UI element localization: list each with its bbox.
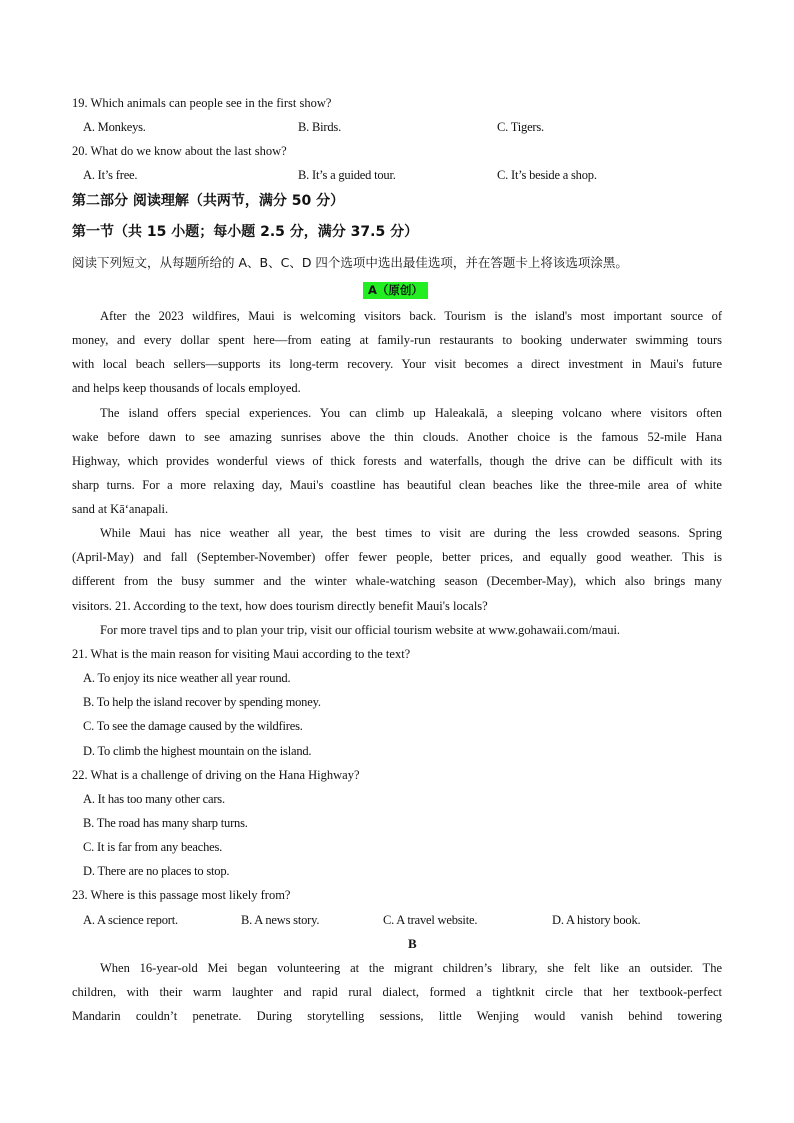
q19-option-a: A. Monkeys.	[83, 120, 146, 134]
q23-option-c: C. A travel website.	[383, 913, 478, 927]
passage-a-line: After the 2023 wildfires, Maui is welcoming visitors back. Tourism is the island's most important source of	[100, 309, 722, 323]
q21-option-d: D. To climb the highest mountain on the island.	[83, 744, 312, 758]
passage-a-line: different from the busy summer and the winter whale-watching season (December-May), which also brings many	[72, 574, 722, 588]
passage-a-line: (April-May) and fall (September-November) offer fewer people, better prices, and equally good weather. This is	[72, 550, 722, 564]
q22-option-d: D. There are no places to stop.	[83, 864, 230, 878]
q22-option-a: A. It has too many other cars.	[83, 792, 225, 806]
question-20: 20. What do we know about the last show?	[72, 144, 287, 158]
passage-a-line: For more travel tips and to plan your trip, visit our official tourism website at www.gohawaii.com/maui.	[100, 623, 621, 637]
q23-option-d: D. A history book.	[552, 913, 641, 927]
q20-option-b: B. It’s a guided tour.	[298, 168, 396, 182]
q21-option-a: A. To enjoy its nice weather all year round.	[83, 671, 291, 685]
question-23: 23. Where is this passage most likely from?	[72, 888, 291, 902]
q19-option-b: B. Birds.	[298, 120, 341, 134]
passage-a-line: visitors. 21. According to the text, how does tourism directly benefit Maui's locals?	[72, 599, 488, 613]
passage-b-line: children, with their warm laughter and rapid rural dialect, formed a tightknit circle that her textbook-perfect	[72, 985, 722, 999]
q22-option-c: C. It is far from any beaches.	[83, 840, 223, 854]
passage-a-line: While Maui has nice weather all year, the best times to visit are during the less crowded seasons. Spring	[100, 526, 722, 540]
q23-option-a: A. A science report.	[83, 913, 178, 927]
question-19: 19. Which animals can people see in the first show?	[72, 96, 332, 110]
question-22: 22. What is a challenge of driving on the Hana Highway?	[72, 768, 360, 782]
passage-a-line: The island offers special experiences. You can climb up Haleakalā, a sleeping volcano where visitors often	[100, 406, 722, 420]
q19-option-c: C. Tigers.	[497, 120, 544, 134]
q21-option-c: C. To see the damage caused by the wildfires.	[83, 719, 303, 733]
instructions: 阅读下列短文，从每题所给的 A、B、C、D 四个选项中选出最佳选项，并在答题卡上将该选项涂黑。	[72, 255, 628, 270]
passage-a-line: with local beach sellers—supports its long-term recovery. Your visit becomes a direct investment in Maui's future	[72, 357, 722, 371]
passage-a-line: sharp turns. For a more relaxing day, Maui's coastline has beautiful clean beaches like the three-mile area of white	[72, 478, 722, 492]
passage-a-line: wake before dawn to see amazing sunrises above the thin clouds. Another choice is the famous 52-mile Hana	[72, 430, 722, 444]
passage-b-line: Mandarin couldn’t penetrate. During storytelling sessions, little Wenjing would vanish behind towering	[72, 1009, 722, 1023]
passage-a-label: A（原创）	[363, 282, 428, 299]
q21-option-b: B. To help the island recover by spending money.	[83, 695, 321, 709]
passage-a-line: Highway, which provides wonderful views of thick forests and waterfalls, though the drive can be difficult with its	[72, 454, 722, 468]
passage-a-line: sand at Kā‘anapali.	[72, 502, 169, 516]
q20-option-a: A. It’s free.	[83, 168, 138, 182]
question-21: 21. What is the main reason for visiting Maui according to the text?	[72, 647, 411, 661]
passage-b-line: When 16-year-old Mei began volunteering at the migrant children’s library, she felt like an outsider. The	[100, 961, 722, 975]
q20-option-c: C. It’s beside a shop.	[497, 168, 597, 182]
passage-b-label: B	[408, 936, 417, 951]
part2-heading: 第二部分 阅读理解（共两节，满分 50 分）	[72, 193, 345, 209]
q22-option-b: B. The road has many sharp turns.	[83, 816, 248, 830]
passage-a-line: and helps keep thousands of locals employed.	[72, 381, 301, 395]
section1-heading: 第一节（共 15 小题；每小题 2.5 分，满分 37.5 分）	[72, 224, 419, 240]
passage-a-line: money, and every dollar spent here—from eating at family-run restaurants to booking underwater swimming tours	[72, 333, 722, 347]
q23-option-b: B. A news story.	[241, 913, 320, 927]
